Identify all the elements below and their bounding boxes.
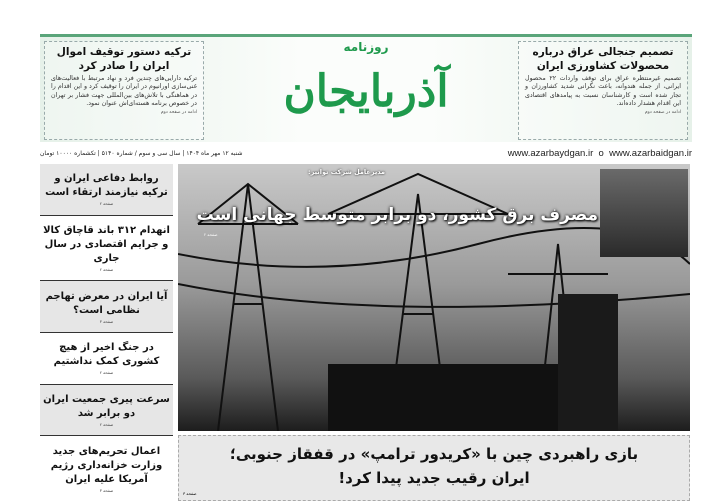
bottom-headline-line2: ایران رقیب جدید پیدا کرد!: [338, 469, 530, 487]
side-headline[interactable]: [40, 333, 173, 385]
right-teaser-more: ادامه در صفحه دوم: [644, 109, 681, 115]
side-headline[interactable]: [40, 164, 173, 216]
logo-name: آذربایجان: [283, 66, 449, 117]
side-headline[interactable]: [40, 385, 173, 437]
logo-prefix: روزنامه: [343, 40, 389, 54]
bottom-story[interactable]: [178, 435, 690, 501]
page-ref: صفحه ۲: [99, 267, 114, 272]
side-headline-title: آیا ایران در معرض تهاجم نظامی است؟: [45, 290, 168, 316]
right-teaser-title: تصمیم جنجالی عراق درباره محصولات کشاورزی ایران: [532, 46, 674, 72]
info-bar: [40, 146, 692, 160]
left-teaser-more: ادامه در صفحه دوم: [160, 109, 197, 115]
page-ref: صفحه ۲: [204, 232, 218, 237]
official-portrait: [600, 169, 688, 257]
left-teaser-box[interactable]: [44, 41, 204, 140]
page-ref: صفحه ۳: [99, 318, 114, 324]
side-headline-title: انهدام ۳۱۲ باند قاچاق کالا و جرایم اقتصادی در سال جاری: [43, 225, 170, 264]
side-headlines: [40, 164, 173, 501]
issue-info: شنبه ۱۲ مهر ماه ۱۴۰۴ | سال سی و سوم / شماره ۵۱۴۰ | تکشماره ۱۰۰۰۰ تومان: [40, 149, 243, 157]
main-story-photo[interactable]: [178, 164, 690, 431]
side-headline-title: اعمال تحریم‌های جدید وزارت خزانه‌داری رژیم آمریکا علیه ایران: [50, 445, 163, 485]
page-ref: صفحه ۲: [99, 201, 114, 207]
newspaper-logo: [235, 39, 497, 139]
page-ref: صفحه ۲: [99, 370, 114, 376]
main-story-kicker: مدیرعامل شرکت توانیر:: [308, 168, 386, 176]
side-headline-title: روابط دفاعی ایران و ترکیه نیازمند ارتقاء است: [45, 173, 168, 199]
side-headline[interactable]: [40, 436, 173, 501]
left-teaser-title: ترکیه دستور توقیف اموال ایران را صادر کرد: [56, 46, 192, 72]
main-story-headline[interactable]: مصرف برق کشور، دو برابر متوسط جهانی است: [196, 205, 598, 225]
side-headline[interactable]: [40, 216, 173, 282]
side-headline-title: سرعت پیری جمعیت ایران دو برابر شد: [43, 394, 170, 420]
separator: o: [598, 147, 604, 159]
masthead-band: [40, 34, 692, 142]
side-headline[interactable]: [40, 281, 173, 333]
side-headline-title: در جنگ اخیر از هیچ کشوری کمک نداشتیم: [53, 342, 160, 368]
website-link-1[interactable]: www.azarbaydgan.ir: [507, 147, 594, 159]
left-teaser-body: ترکیه دارایی‌های چندین فرد و نهاد مرتبط با فعالیت‌های غنی‌سازی اورانیوم در ایران را توقیف کرد و این اقدام را در هماهنگی با تلاش‌های بین‌المللی جهت فشار بر تهران در خصوص برنامه هسته‌ای‌اش عنوان نمود.: [51, 75, 197, 108]
website-link-2[interactable]: www.azarbaidgan.ir: [609, 147, 692, 159]
right-teaser-body: تصمیم غیرمنتظره عراق برای توقف واردات ۲۲ محصول ایرانی، از جمله هندوانه، باعث نگرانی شدید کشاورزان و تجار شده است و کارشناسان نسبت به پیامدهای اقتصادی این اقدام هشدار داده‌اند.: [525, 75, 681, 108]
page-ref: صفحه ۳: [183, 491, 197, 496]
page-ref: صفحه ۳: [99, 487, 114, 493]
right-teaser-box[interactable]: [518, 41, 688, 140]
bottom-headline-line1: بازی راهبردی چین با «کریدور ترامپ» در قفقاز جنوبی؛: [229, 445, 639, 463]
page-ref: صفحه ۲: [99, 422, 114, 428]
